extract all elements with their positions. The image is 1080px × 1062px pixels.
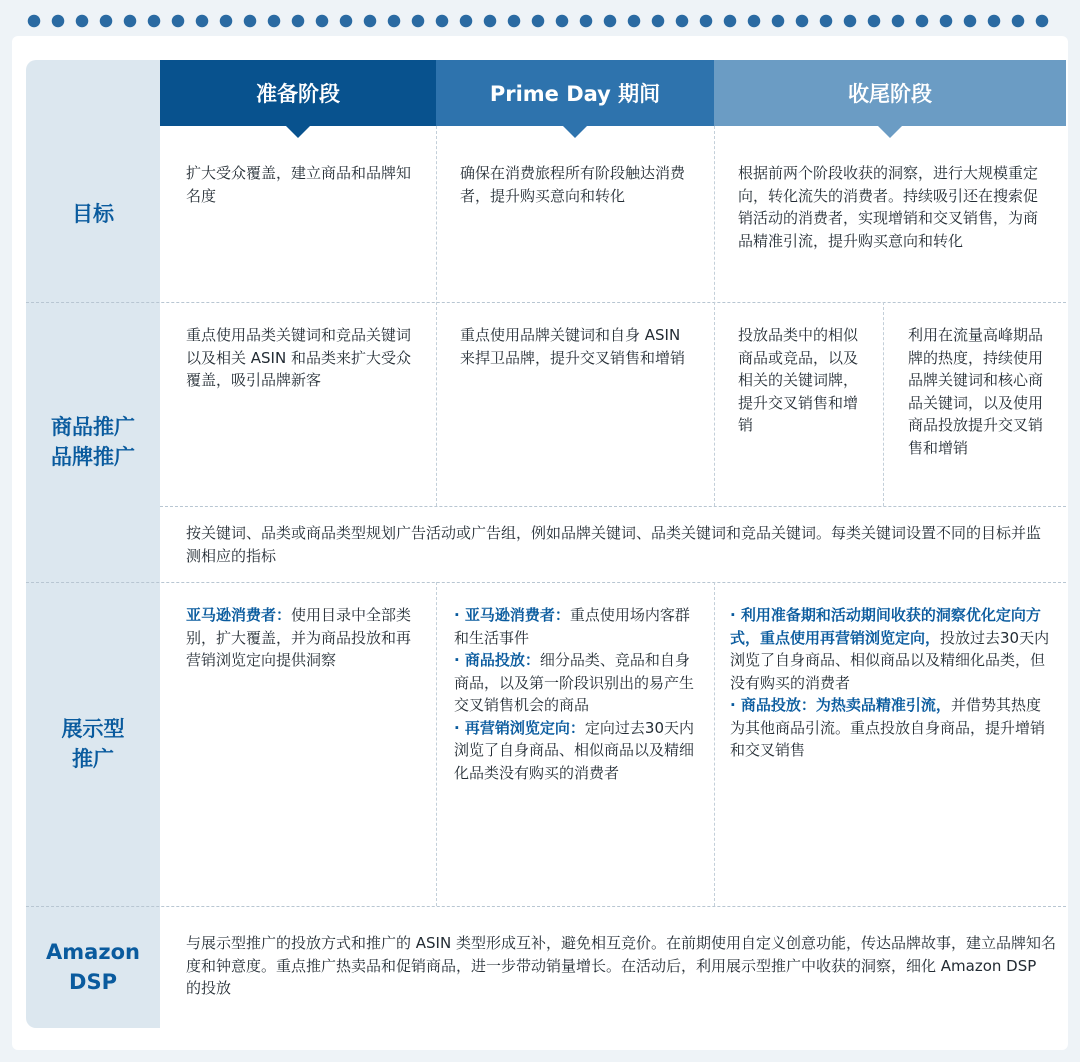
header-prime-day-phase xyxy=(436,60,714,126)
row-label-text: 推广 xyxy=(72,747,114,771)
row-label-text: 品牌推广 xyxy=(51,445,135,469)
strategy-table xyxy=(26,60,1066,1028)
cell-text: 重点使用品牌关键词和自身 ASIN 来捍卫品牌，提升交叉销售和增销 xyxy=(460,326,686,367)
header-label: 收尾阶段 xyxy=(848,82,932,106)
cell-sp-during xyxy=(460,324,694,369)
bullet-item xyxy=(730,694,1052,762)
bullet-item xyxy=(730,604,1052,694)
bullet-item xyxy=(454,717,696,785)
strategy-card xyxy=(12,36,1068,1050)
cell-text: 根据前两个阶段收获的洞察，进行大规模重定向，转化流失的消费者。持续吸引还在搜索促销活动的消费者，实现增销和交叉销售，为商品精准引流，提升购买意向和转化 xyxy=(738,164,1039,250)
cell-text: 定向过去30天内浏览了自身商品、相似商品以及精细化品类没有购买的消费者 xyxy=(454,718,695,782)
row-label-text: DSP xyxy=(69,970,117,994)
cell-text: 重点使用品类关键词和竞品关键词以及相关 ASIN 和品类来扩大受众覆盖，吸引品牌新客 xyxy=(186,326,412,389)
highlight-text: 亚马逊消费者： xyxy=(186,606,292,624)
highlight-text: · 利用准备期和活动期间收获的洞察优化定向方式，重点使用再营销浏览定向， xyxy=(730,606,1041,647)
row-divider xyxy=(26,582,1066,583)
cell-sp-after-left xyxy=(738,324,862,437)
column-divider xyxy=(883,302,884,506)
cell-text: 使用目录中全部类别，扩大覆盖，并为商品投放和再营销浏览定向提供洞察 xyxy=(186,606,412,669)
row-label-text: 目标 xyxy=(72,202,114,226)
cell-goal-after xyxy=(738,162,1050,252)
cell-goal-during xyxy=(460,162,694,207)
bullet-item xyxy=(454,649,696,717)
column-divider xyxy=(714,582,715,906)
cell-sd-after xyxy=(730,604,1052,762)
row-divider xyxy=(26,302,1066,303)
column-divider xyxy=(436,126,437,506)
header-label: 准备阶段 xyxy=(256,82,340,106)
row-label-sp-sb xyxy=(26,302,160,582)
decorative-dot-border xyxy=(22,10,1058,32)
cell-sp-prep xyxy=(186,324,418,392)
highlight-text: · 亚马逊消费者： xyxy=(454,606,570,624)
row-divider xyxy=(26,906,1066,907)
row-label-text: 商品推广 xyxy=(51,415,135,439)
cell-text: 利用在流量高峰期品牌的热度，持续使用品牌关键词和核心商品关键词，以及使用商品投放提升交叉销售和增销 xyxy=(908,326,1044,457)
row-label-dsp xyxy=(26,906,160,1028)
cell-text: 与展示型推广的投放方式和推广的 ASIN 类型形成互补，避免相互竞价。在前期使用自定义创意功能，传达品牌故事，建立品牌知名度和钟意度。重点推广热卖品和促销商品，进一步带动销量增长。在活动后，利用展示型推广中收获的洞察，细化 Amazon DSP 的投放 xyxy=(186,934,1056,997)
cell-text: 按关键词、品类或商品类型规划广告活动或广告组，例如品牌关键词、品类关键词和竞品关键词。每类关键词设置不同的目标并监测相应的指标 xyxy=(186,524,1042,565)
row-label-sd xyxy=(26,582,160,906)
cell-goal-prep xyxy=(186,162,418,207)
cell-sd-during xyxy=(454,604,696,784)
cell-text: 重点使用场内客群和生活事件 xyxy=(454,606,690,647)
column-divider xyxy=(714,126,715,506)
cell-text: 投放品类中的相似商品或竞品，以及相关的关键词牌，提升交叉销售和增销 xyxy=(738,326,859,434)
header-prep-phase xyxy=(160,60,436,126)
cell-sd-prep xyxy=(186,604,420,672)
row-label-text: 展示型 xyxy=(61,717,125,741)
cell-text: 细分品类、竞品和自身商品，以及第一阶段识别出的易产生交叉销售机会的商品 xyxy=(454,651,695,714)
cell-dsp xyxy=(186,932,1056,1000)
highlight-text: · 再营销浏览定向： xyxy=(454,718,585,737)
highlight-text: · 商品投放：为热卖品精准引流， xyxy=(730,696,951,714)
cell-text: 确保在消费旅程所有阶段触达消费者，提升购买意向和转化 xyxy=(460,164,686,205)
cell-sp-after-right xyxy=(908,324,1048,459)
column-divider xyxy=(436,582,437,906)
bullet-item xyxy=(454,604,696,649)
row-divider xyxy=(160,506,1066,507)
row-label-text: Amazon xyxy=(46,940,140,964)
cell-text: 扩大受众覆盖，建立商品和品牌知名度 xyxy=(186,164,412,205)
cell-sp-note xyxy=(186,522,1052,567)
cell-text: 并借势其热度为其他商品引流。重点投放自身商品，提升增销和交叉销售 xyxy=(730,696,1046,759)
cell-text: 投放过去30天内浏览了自身商品、相似商品以及精细化品类，但没有购买的消费者 xyxy=(730,628,1050,692)
highlight-text: · 商品投放： xyxy=(454,651,540,669)
header-label: Prime Day 期间 xyxy=(489,82,661,106)
header-closing-phase xyxy=(714,60,1066,126)
row-label-goal xyxy=(26,126,160,302)
